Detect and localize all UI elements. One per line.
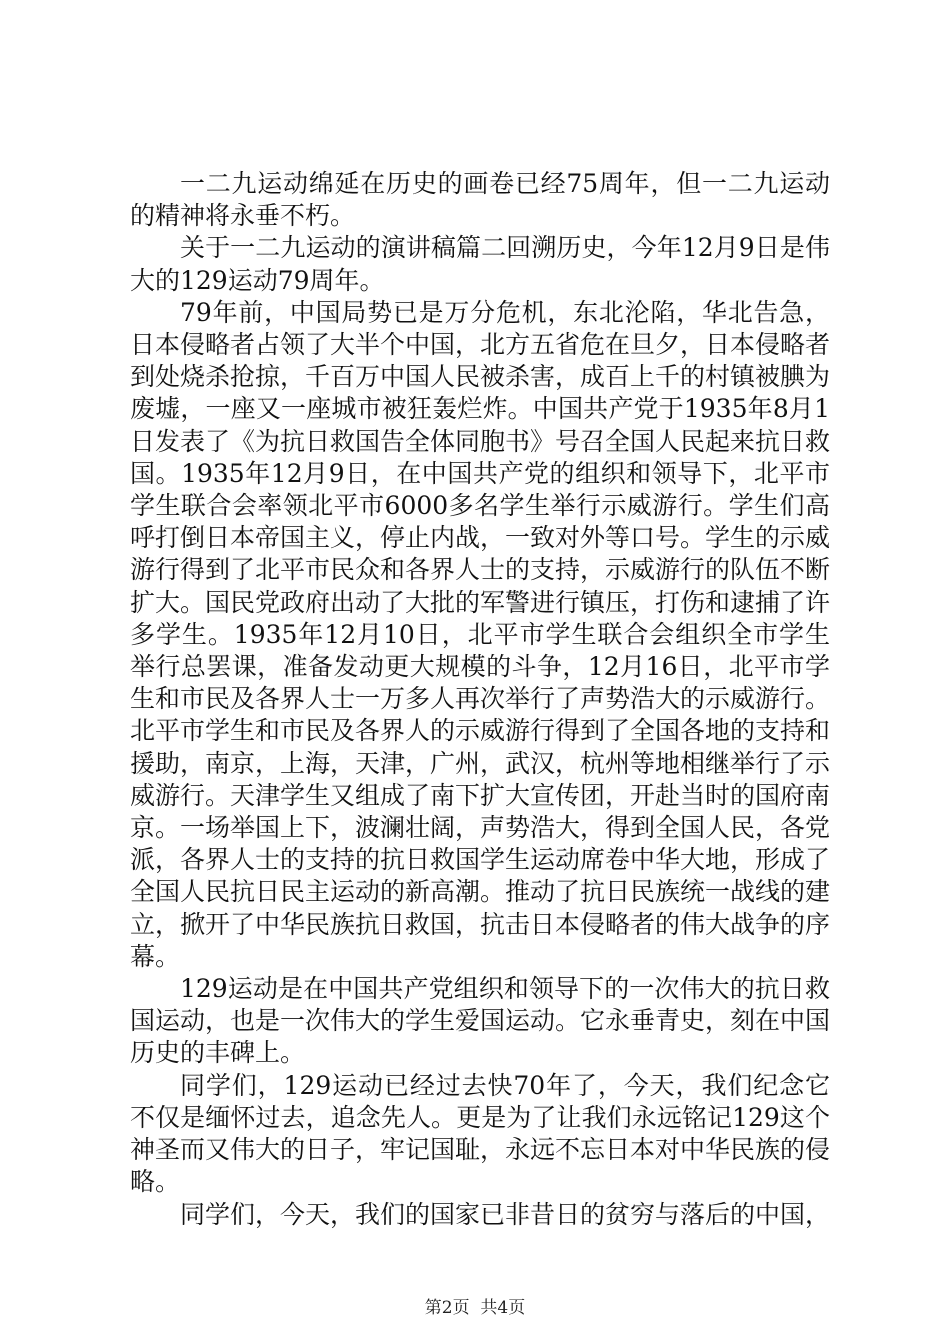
paragraph: 同学们，今天，我们的国家已非昔日的贫穷与落后的中国，	[180, 1199, 831, 1229]
paragraph: 79年前，中国局势已是万分危机，东北沦陷，华北告急，日本侵略者占领了大半个中国，北方五省危在旦夕，日本侵略者到处烧杀抢掠，千百万中国人民被杀害，成百上千的村镇被腆为废墟，一座又一座城市被狂轰烂炸。中国共产党于1935年8月1日发表了《为抗日救国告全体同胞书》号召全国人民起来抗日救国。1935年12月9日，在中国共产党的组织和领导下，北平市学生联合会率领北平市6000多名学生举行示威游行。学生们高呼打倒日本帝国主义，停止内战，一致对外等口号。学生的示威游行得到了北平市民众和各界人士的支持，示威游行的队伍不断扩大。国民党政府出动了大批的军警进行镇压，打伤和逮捕了许多学生。1935年12月10日，北平市学生联合会组织全市学生举行总罢课，准备发动更大规模的斗争，12月16日，北平市学生和市民及各界人士一万多人再次举行了声势浩大的示威游行。北平市学生和市民及各界人的示威游行得到了全国各地的支持和援助，南京，上海，天津，广州，武汉，杭州等地相继举行了示威游行。天津学生又组成了南下扩大宣传团，开赴当时的国府南京。一场举国上下，波澜壮阔，声势浩大，得到全国人民，各党派，各界人士的支持的抗日救国学生运动席卷中华大地，形成了全国人民抗日民主运动的新高潮。推动了抗日民族统一战线的建立，掀开了中华民族抗日救国，抗击日本侵略者的伟大战争的序幕。	[130, 297, 831, 971]
page-number-footer: 第2页 共4页	[424, 1298, 526, 1318]
paragraph: 一二九运动绵延在历史的画卷已经75周年，但一二九运动的精神将永垂不朽。	[130, 169, 830, 231]
paragraph: 129运动是在中国共产党组织和领导下的一次伟大的抗日救国运动，也是一次伟大的学生爱国运动。它永垂青史，刻在中国历史的丰碑上。	[130, 974, 831, 1068]
document-body	[130, 168, 830, 1231]
paragraph: 同学们，129运动已经过去快70年了，今天，我们纪念它不仅是缅怀过去，追念先人。更是为了让我们永远铭记129这个神圣而又伟大的日子，牢记国耻，永远不忘日本对中华民族的侵略。	[130, 1070, 831, 1197]
paragraph: 关于一二九运动的演讲稿篇二回溯历史，今年12月9日是伟大的129运动79周年。	[130, 233, 830, 295]
